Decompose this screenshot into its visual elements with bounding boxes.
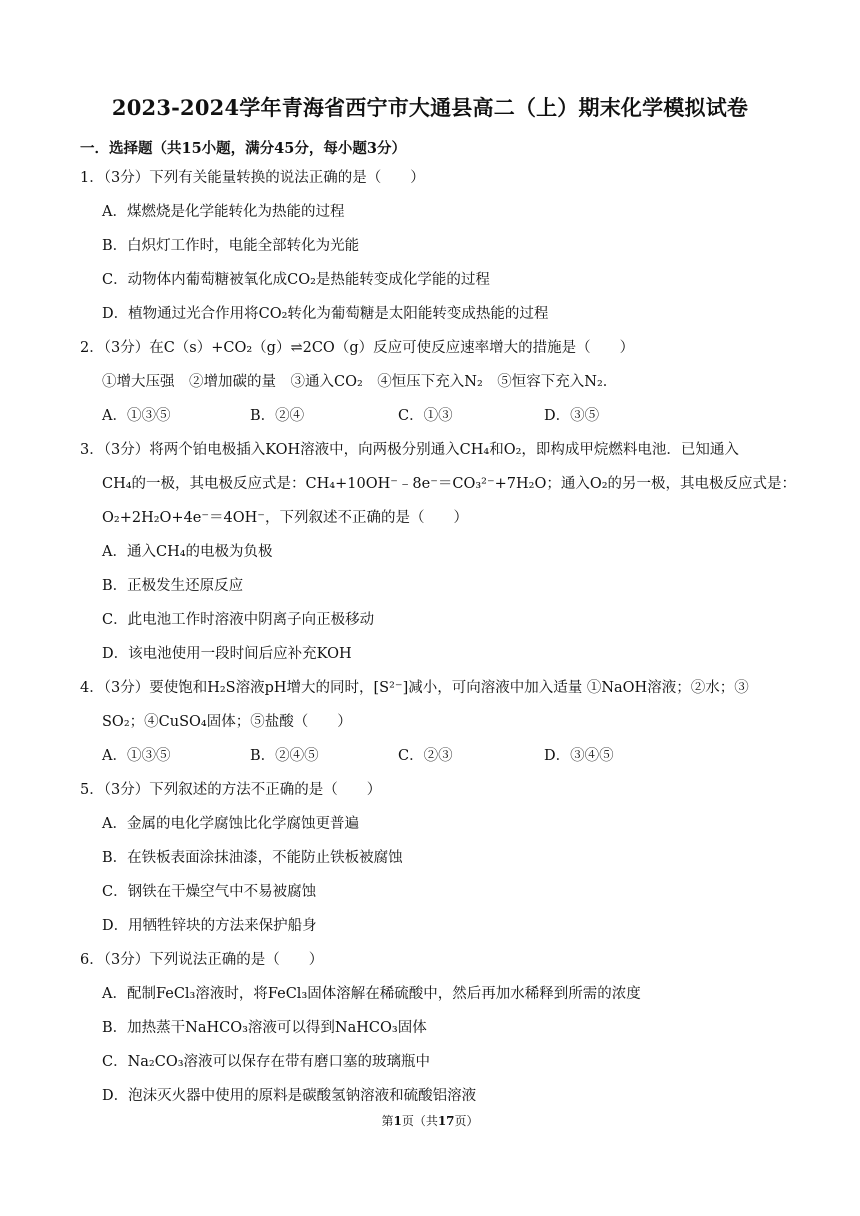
question-5-option-c: C．钢铁在干燥空气中不易被腐蚀 — [102, 884, 317, 900]
question-3-option-a: A．通入CH₄的电极为负极 — [102, 544, 273, 560]
question-5-stem: 5．（3分）下列叙述的方法不正确的是（ ） — [80, 782, 382, 798]
question-6-option-a: A．配制FeCl₃溶液时，将FeCl₃固体溶解在稀硫酸中，然后再加水稀释到所需的浓度 — [102, 986, 641, 1002]
question-2-conditions: ①增大压强 ②增加碳的量 ③通入CO₂ ④恒压下充入N₂ ⑤恒容下充入N₂． — [102, 374, 618, 390]
question-2-option-c: C．①③ — [398, 408, 453, 424]
question-5-option-a: A．金属的电化学腐蚀比化学腐蚀更普遍 — [102, 816, 359, 832]
question-4-options — [102, 746, 782, 766]
question-4-option-b: B．②④⑤ — [250, 748, 319, 764]
question-4-option-c: C．②③ — [398, 748, 453, 764]
question-4-line-2: SO₂；④CuSO₄固体；⑤盐酸（ ） — [102, 714, 352, 730]
question-3-option-d: D．该电池使用一段时间后应补充KOH — [102, 646, 352, 662]
page-footer — [0, 1112, 860, 1129]
question-3-option-c: C．此电池工作时溶液中阴离子向正极移动 — [102, 612, 375, 628]
question-3-line-3: O₂+2H₂O+4e⁻＝4OH⁻，下列叙述不正确的是（ ） — [102, 510, 468, 526]
question-1-option-b: B．白炽灯工作时，电能全部转化为光能 — [102, 238, 360, 254]
question-5-option-b: B．在铁板表面涂抹油漆，不能防止铁板被腐蚀 — [102, 850, 403, 866]
footer-total-pages: 17 — [437, 1114, 455, 1128]
question-4-option-d: D．③④⑤ — [544, 748, 614, 764]
footer-suffix: 页） — [454, 1114, 479, 1128]
question-3-line-2: CH₄的一极，其电极反应式是：CH₄+10OH⁻﹣8e⁻＝CO₃²⁻+7H₂O；通入O₂的另一极，其电极反应式是： — [102, 476, 797, 492]
question-4-option-a: A．①③⑤ — [102, 748, 171, 764]
question-2-stem: 2．（3分）在C（s）+CO₂（g）⇌2CO（g）反应可使反应速率增大的措施是（ ） — [80, 340, 635, 356]
question-6-option-c: C．Na₂CO₃溶液可以保存在带有磨口塞的玻璃瓶中 — [102, 1054, 431, 1070]
footer-prefix: 第 — [381, 1114, 394, 1128]
question-2-option-d: D．③⑤ — [544, 408, 600, 424]
footer-page-number: 1 — [393, 1114, 402, 1128]
question-6-option-d: D．泡沫灭火器中使用的原料是碳酸氢钠溶液和硫酸铝溶液 — [102, 1088, 477, 1104]
question-4-stem: 4．（3分）要使饱和H₂S溶液pH增大的同时，[S²⁻]减小，可向溶液中加入适量 ①NaOH溶液；②水；③ — [80, 680, 749, 696]
question-1-stem: 1．（3分）下列有关能量转换的说法正确的是（ ） — [80, 170, 425, 186]
question-2-option-b: B．②④ — [250, 408, 305, 424]
page-title: 2023-2024学年青海省西宁市大通县高二（上）期末化学模拟试卷 — [111, 95, 749, 120]
question-6-option-b: B．加热蒸干NaHCO₃溶液可以得到NaHCO₃固体 — [102, 1020, 427, 1036]
question-3-option-b: B．正极发生还原反应 — [102, 578, 244, 594]
question-6-stem: 6．（3分）下列说法正确的是（ ） — [80, 952, 324, 968]
question-1-option-d: D．植物通过光合作用将CO₂转化为葡萄糖是太阳能转变成热能的过程 — [102, 306, 549, 322]
footer-mid: 页（共 — [401, 1114, 438, 1128]
question-5-option-d: D．用牺牲锌块的方法来保护船身 — [102, 918, 317, 934]
section-heading: 一．选择题（共15小题，满分45分，每小题3分） — [80, 140, 406, 157]
question-3-stem: 3．（3分）将两个铂电极插入KOH溶液中，向两极分别通入CH₄和O₂，即构成甲烷燃料电池．已知通入 — [80, 442, 739, 458]
question-1-option-a: A．煤燃烧是化学能转化为热能的过程 — [102, 204, 345, 220]
question-1-option-c: C．动物体内葡萄糖被氧化成CO₂是热能转变成化学能的过程 — [102, 272, 490, 288]
question-2-option-a: A．①③⑤ — [102, 408, 171, 424]
question-2-options — [102, 406, 782, 426]
